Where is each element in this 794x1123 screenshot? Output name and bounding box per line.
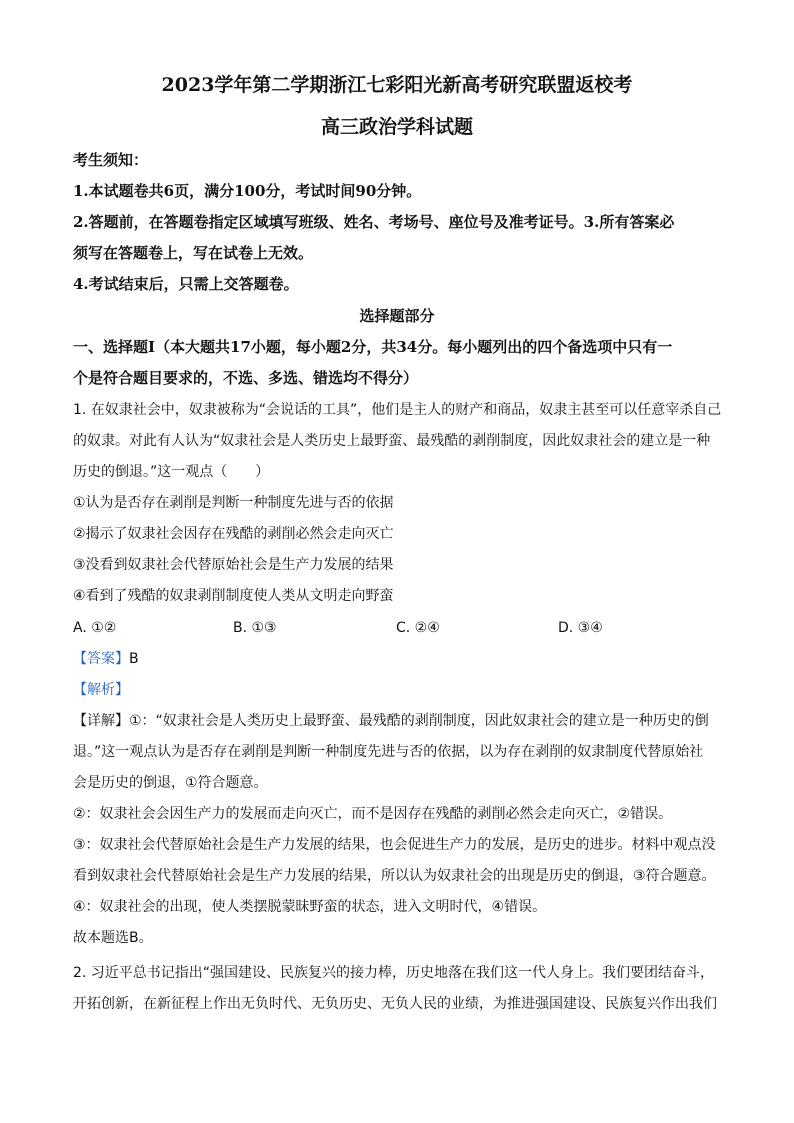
section-title: 选择题部分	[359, 307, 435, 325]
notice-heading: 考生须知：	[73, 151, 149, 169]
q1-stem-line-1: 1. 在奴隶社会中，奴隶被称为“会说话的工具”，他们是主人的财产和商品，奴隶主甚至可以任意宰杀自己	[73, 402, 722, 418]
q1-option-a: A. ①②	[73, 620, 117, 636]
analysis-tag: 【解析】	[73, 682, 129, 698]
exam-title: 2023学年第二学期浙江七彩阳光新高考研究联盟返校考	[161, 74, 633, 96]
answer-value: B	[129, 651, 139, 667]
q2-stem-line-1: 2. 习近平总书记指出“强国建设、民族复兴的接力棒，历史地落在我们这一代人身上。我们要团结奋斗，	[73, 965, 715, 981]
q1-detail-line-3: 会是历史的倒退，①符合题意。	[73, 775, 268, 791]
q1-statement-1: ①认为是否存在剥削是判断一种制度先进与否的依据	[73, 495, 394, 511]
q1-detail-statement-3-line-2: 看到奴隶社会代替原始社会是生产力发展的结果，所以认为奴隶社会的出现是历史的倒退，③符合题意。	[73, 868, 716, 884]
notice-item-4: 4.考试结束后，只需上交答题卷。	[73, 275, 299, 293]
q1-answer-row	[73, 649, 723, 669]
notice-item-2-line-1: 2.答题前，在答题卷指定区域填写班级、姓名、考场号、座位号及准考证号。3.所有答案必	[73, 213, 675, 231]
exam-subtitle: 高三政治学科试题	[320, 116, 473, 138]
section-intro-line-2: 个是符合题目要求的，不选、多选、错选均不得分）	[73, 369, 419, 387]
q1-detail-line-2: 退。”这一观点认为是否存在剥削是判断一种制度先进与否的依据，以为存在剥削的奴隶制度代替原始社	[73, 744, 704, 760]
notice-item-2-line-2: 须写在答题卷上，写在试卷上无效。	[73, 244, 314, 262]
q1-detail-statement-3-line-1: ③：奴隶社会代替原始社会是生产力发展的结果，也会促进生产力的发展，是历史的进步。材料中观点没	[73, 837, 716, 853]
q1-statement-4: ④看到了残酷的奴隶剥削制度使人类从文明走向野蛮	[73, 588, 394, 604]
q2-stem-line-2: 开拓创新，在新征程上作出无负时代、无负历史、无负人民的业绩，为推进强国建设、民族复兴作出我们	[73, 996, 717, 1012]
q1-option-c: C. ②④	[396, 620, 440, 636]
q1-option-d: D. ③④	[558, 620, 603, 636]
detail-text: ①：“奴隶社会是人类历史上最野蛮、最残酷的剥削制度，因此奴隶社会的建立是一种历史的倒	[129, 713, 709, 729]
q1-stem-line-2: 的奴隶。对此有人认为“奴隶社会是人类历史上最野蛮、最残酷的剥削制度，因此奴隶社会的建立是一种	[73, 433, 711, 449]
detail-tag: 【详解】	[73, 713, 129, 729]
q1-detail-line-1	[73, 711, 723, 731]
q1-detail-statement-4: ④：奴隶社会的出现，使人类摆脱蒙昧野蛮的状态，进入文明时代，④错误。	[73, 899, 547, 915]
q1-stem-line-3: 历史的倒退。”这一观点（ ）	[73, 464, 270, 480]
q1-statement-2: ②揭示了奴隶社会因存在残酷的剥削必然会走向灭亡	[73, 526, 394, 542]
q1-statement-3: ③没看到奴隶社会代替原始社会是生产力发展的结果	[73, 557, 394, 573]
notice-item-1: 1.本试题卷共6页，满分100分，考试时间90分钟。	[73, 182, 422, 200]
q1-option-b: B. ①③	[233, 620, 277, 636]
section-intro-line-1: 一、选择题Ⅰ（本大题共17小题，每小题2分，共34分。每小题列出的四个备选项中只有一	[73, 338, 673, 356]
q1-analysis-row	[73, 680, 723, 700]
q1-conclusion: 故本题选B。	[73, 930, 153, 946]
answer-tag: 【答案】	[73, 651, 129, 667]
q1-detail-statement-2: ②：奴隶社会会因生产力的发展而走向灭亡，而不是因存在残酷的剥削必然会走向灭亡，②错误。	[73, 806, 673, 822]
